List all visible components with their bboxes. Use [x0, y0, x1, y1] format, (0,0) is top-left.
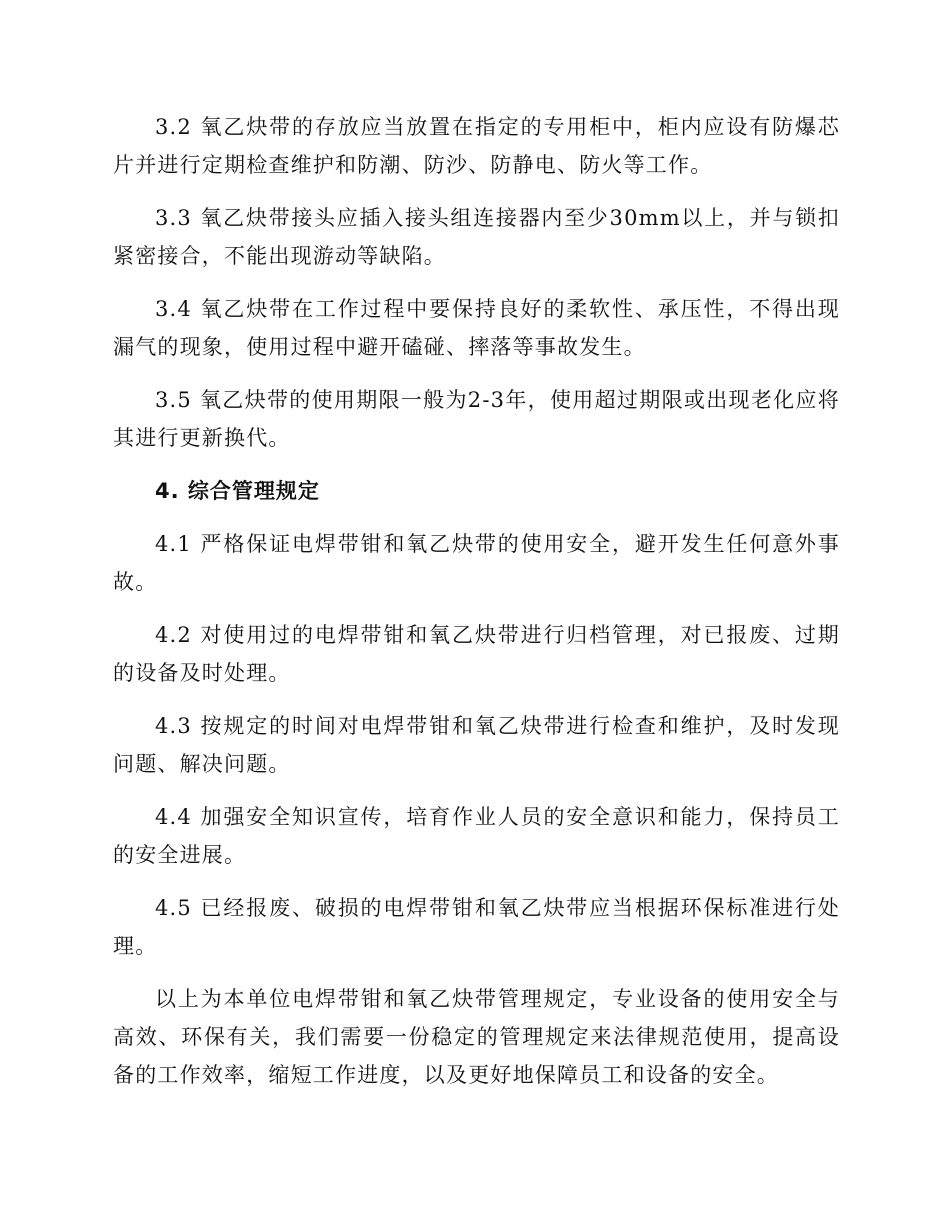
paragraph-4-4: 4.4 加强安全知识宣传，培育作业人员的安全意识和能力，保持员工的安全进展。	[113, 805, 840, 867]
paragraph-4-2: 4.2 对使用过的电焊带钳和氧乙炔带进行归档管理，对已报废、过期的设备及时处理。	[113, 623, 840, 685]
paragraph-4-5: 4.5 已经报废、破损的电焊带钳和氧乙炔带应当根据环保标准进行处理。	[113, 896, 840, 958]
paragraph-summary: 以上为本单位电焊带钳和氧乙炔带管理规定，专业设备的使用安全与高效、环保有关，我们需要一份稳定的管理规定来法律规范使用，提高设备的工作效率，缩短工作进度，以及更好地保障员工和设备的安全。	[113, 987, 840, 1087]
paragraph-4-1: 4.1 严格保证电焊带钳和氧乙炔带的使用安全，避开发生任何意外事故。	[113, 532, 840, 594]
document-body	[113, 108, 840, 1109]
paragraph-3-4: 3.4 氧乙炔带在工作过程中要保持良好的柔软性、承压性，不得出现漏气的现象，使用过程中避开磕碰、摔落等事故发生。	[113, 297, 840, 359]
paragraph-4-3: 4.3 按规定的时间对电焊带钳和氧乙炔带进行检查和维护，及时发现问题、解决问题。	[113, 714, 840, 776]
paragraph-3-3: 3.3 氧乙炔带接头应插入接头组连接器内至少30mm以上，并与锁扣紧密接合，不能出现游动等缺陷。	[113, 206, 840, 268]
paragraph-3-2: 3.2 氧乙炔带的存放应当放置在指定的专用柜中，柜内应设有防爆芯片并进行定期检查维护和防潮、防沙、防静电、防火等工作。	[113, 115, 840, 177]
section-heading-4: 4. 综合管理规定	[155, 479, 320, 503]
paragraph-3-5: 3.5 氧乙炔带的使用期限一般为2-3年，使用超过期限或出现老化应将其进行更新换代。	[113, 388, 840, 450]
